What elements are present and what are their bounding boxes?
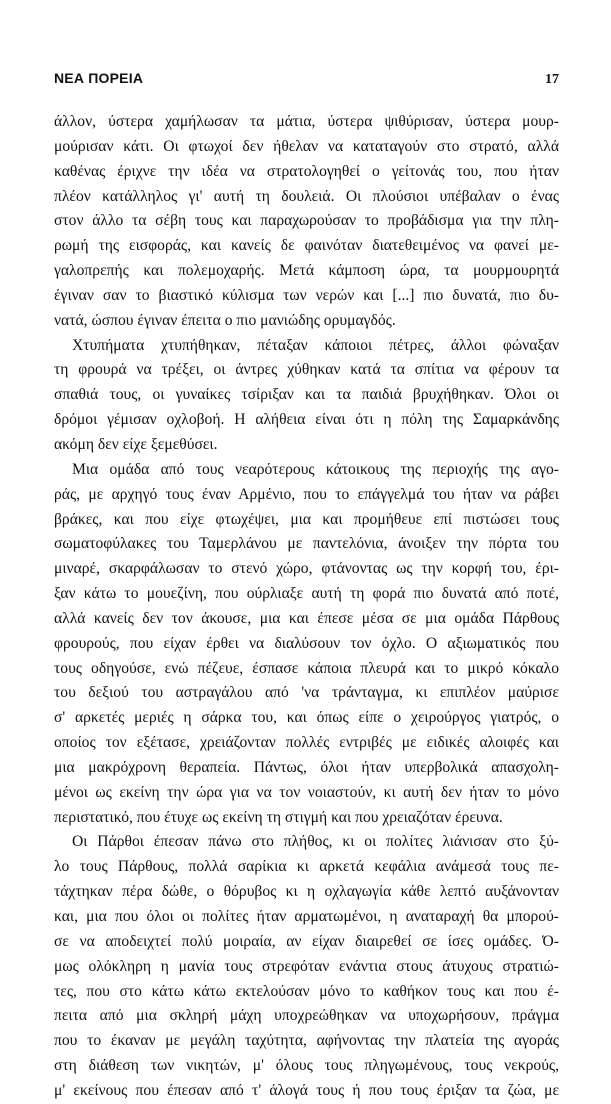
page-header (54, 70, 559, 92)
text-line: σ' αρκετές μεριές η σάρκα του, και όπως είπε ο χειρούργος γιατρός, ο (54, 709, 559, 727)
text-line: στον άλλο τα σέβη τους και παραχωρούσαν το προβάδισμα για την πλη- (54, 212, 559, 230)
text-line: πλέον κατάλληλος γι' αυτή τη δουλειά. Οι πλούσιοι υπέβαλαν ο ένας (54, 187, 559, 205)
text-line: έγιναν σαν το βιαστικό κύλισμα των νερών και [...] πιο δυνατά, πιο δυ- (54, 286, 559, 304)
text-line: δρόμοι γέμισαν οχλοβοή. Η αλήθεια είναι ότι η πόλη της Σαμαρκάνδης (54, 411, 559, 429)
running-title: ΝΕΑ ΠΟΡΕΙΑ (54, 70, 144, 86)
paragraph (54, 110, 559, 334)
text-line: σωματοφύλακες του Ταμερλάνου με παντελόνια, άνοιξεν την πόρτα του (54, 535, 559, 553)
text-line: λο τους Πάρθους, πολλά σαρίκια κι αρκετά κεφάλια ανάμεσά τους πε- (54, 858, 559, 876)
text-line: και, μια που όλοι οι πολίτες ήταν αρματωμένοι, η αναταραχή θα μπορού- (54, 908, 559, 925)
text-line: άλλον, ύστερα χαμήλωσαν τα μάτια, ύστερα ψιθύρισαν, ύστερα μουρ- (54, 113, 559, 130)
text-line: αλλά κανείς δεν τον άκουσε, μια και έπεσε μέσα σε μια ομάδα Πάρθους (54, 609, 559, 627)
text-line: ξαν κάτω το μουεζίνη, που ούρλιαξε αυτή τη φορά πιο δυνατά από ποτέ, (54, 585, 559, 603)
text-line: βράκες, και που είχε φτωχέψει, μια και προμήθευε επί πιστώσει τους (54, 510, 559, 528)
text-line: γαλοπρεπής και πολεμοχαρής. Μετά κάμποση ώρα, τα μουρμουρητά (54, 262, 559, 280)
text-line: ρωμή της εισφοράς, και κανείς δε φαινόταν διατεθειμένος να φανεί με- (54, 237, 559, 255)
text-line: τάχτηκαν πέρα δώθε, ο θόρυβος κι η οχλαγωγία κάθε λεπτό αυξάνονταν (54, 883, 559, 901)
text-line: φρουρούς, που είχαν έρθει να διαλύσουν τον όχλο. Ο αξιωματικός που (54, 634, 559, 652)
text-line: μια μακρόχρονη θεραπεία. Πάντως, όλοι ήταν υπερβολικά απασχολη- (54, 758, 559, 776)
text-line: Οι Πάρθοι έπεσαν πάνω στο πλήθος, κι οι πολίτες λιάνισαν στο ξύ- (72, 833, 559, 851)
paragraph (54, 334, 559, 458)
paragraph (54, 458, 559, 831)
text-line: σπαθιά τους, οι γυναίκες τσίριξαν και τα παιδιά βρυχήθηκαν. Όλοι οι (54, 386, 559, 404)
text-line: τη φρουρά να τρέξει, οι άντρες χύθηκαν κατά τα σπίτια να φέρουν τα (54, 361, 559, 379)
text-line: νατά, ώσπου έγιναν έπειτα ο πιο μανιώδης ορυμαγδός. (54, 311, 396, 329)
text-line: Μια ομάδα από τους νεαρότερους κάτοικους της περιοχής της αγο- (72, 460, 559, 478)
text-line: ακόμη δεν είχε ξεμεθύσει. (54, 435, 218, 453)
text-line: στη διάθεση των νικητών, μ' όλους τους πληγωμένους, τους νεκρούς, (54, 1057, 559, 1075)
text-line: ράς, με αρχηγό τους έναν Αρμένιο, που το επάγγελμά του ήταν να ράβει (54, 485, 559, 503)
text-line: καθένας έριχνε την ιδέα να στρατολογηθεί ο γείτονάς του, που ήταν (54, 162, 559, 180)
text-line: Χτυπήματα χτυπήθηκαν, πέταξαν κάποιοι πέτρες, άλλοι φώναξαν (72, 336, 559, 354)
page-number: 17 (545, 72, 559, 87)
text-line: μιναρέ, σκαρφάλωσαν το στενό χώρο, φτάνοντας ως την κορφή του, έρι- (54, 560, 559, 578)
text-line: μ' εκείνους που έπεσαν από τ' άλογά τους ή που τους έριξαν τα ζώα, με (54, 1081, 559, 1099)
text-line: του δεξιού του αστραγάλου από 'να τράνταγμα, κι επιπλέον μαύρισε (54, 684, 559, 702)
text-line: μούρισαν κάτι. Οι φτωχοί δεν ήθελαν να καταταγούν στο στρατό, αλλά (54, 137, 559, 155)
text-line: σε να αποδειχτεί πολύ μοιραία, αν είχαν διαιρεθεί σε ίσες ομάδες. Ό- (54, 932, 559, 950)
text-line: πειτα από μια σκληρή μάχη υποχρεώθηκαν να υποχωρήσουν, πράγμα (54, 1007, 559, 1025)
text-line: που το έκαναν με μεγάλη ταχύτητα, αφήνοντας την πλατεία της αγοράς (54, 1032, 559, 1050)
paragraph (54, 830, 559, 1103)
text-line: τες, που στο κάτω κάτω εκτελούσαν μόνο το καθήκον τους και που έ- (54, 982, 559, 1000)
text-line: μως ολόκληρη η μανία τους στρεφόταν ενάντια στους άτυχους στρατιώ- (54, 957, 559, 975)
text-line: οποίος τον εξέτασε, χρειάζονταν πολλές εντριβές με ειδικές αλοιφές και (54, 734, 559, 752)
text-line: μένοι ως εκείνη την ώρα για να τον νοιαστούν, κι αυτή δεν ήταν το μόνο (54, 783, 559, 801)
text-line: τους οδηγούσε, ενώ πέζευε, έσπασε κάποια πλευρά και το μικρό κόκαλο (54, 659, 559, 677)
body-text (54, 110, 559, 1104)
text-line: περιστατικό, που έτυχε ως εκείνη τη στιγμή και που χρειαζόταν έρευνα. (54, 808, 503, 826)
